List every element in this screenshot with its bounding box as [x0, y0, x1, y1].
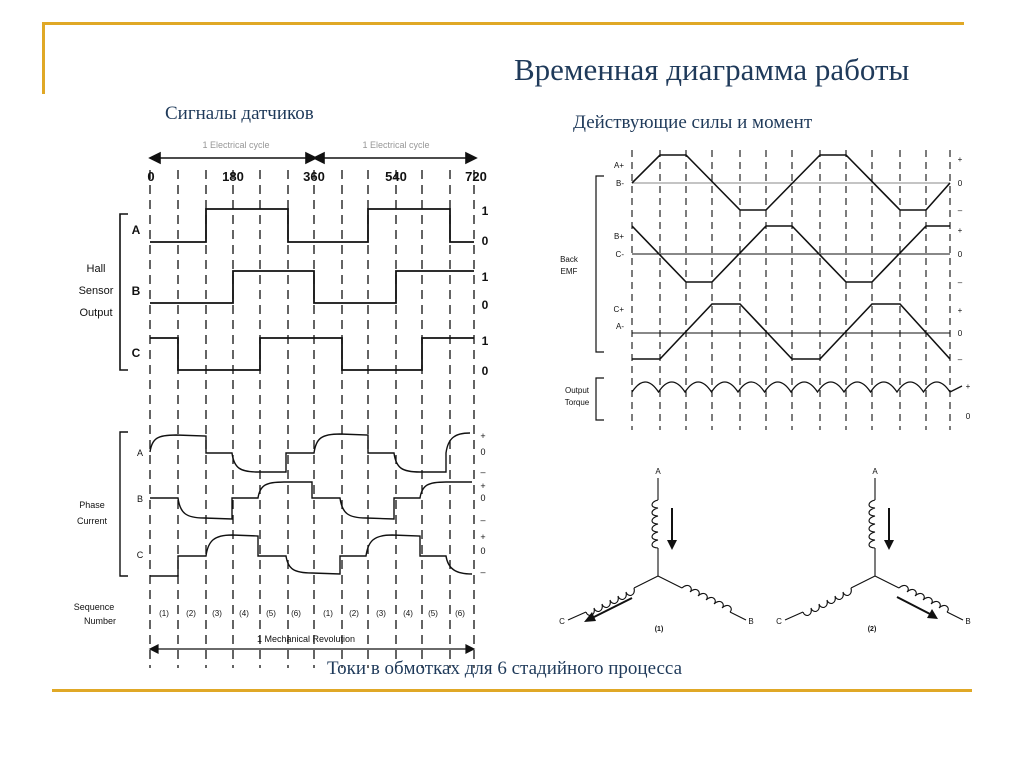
winding-diagram-1: [559, 467, 754, 633]
hall-row-b-high: 1: [481, 270, 489, 284]
torque-zero: 0: [965, 412, 971, 421]
phase-group-label-1: Phase: [79, 500, 105, 510]
emf-b-plus: +: [957, 226, 963, 235]
winding-2-coil-b: [899, 585, 948, 612]
emf-c-minus-label: C-: [615, 250, 624, 259]
winding-2-lead-b: [947, 612, 963, 620]
sequence-number-9: (3): [376, 609, 386, 618]
phase-current-panel: [74, 431, 486, 653]
phase-c-zero: 0: [480, 546, 486, 556]
winding-1-arm-c: [634, 576, 658, 588]
emf-a-plus: +: [957, 155, 963, 164]
emf-c-minus: –: [957, 355, 963, 364]
phase-a-minus: –: [480, 467, 486, 477]
emf-a-zero: 0: [957, 179, 963, 188]
hall-group-label-2: Sensor: [78, 285, 114, 297]
emf-a-minus-label: A-: [616, 322, 624, 331]
phase-bracket: [120, 432, 128, 576]
winding-1-label-a: A: [655, 467, 661, 476]
left-caption: Сигналы датчиков: [165, 103, 314, 124]
torque-label-1: Output: [564, 386, 590, 395]
right-caption: Действующие силы и момент: [573, 112, 813, 133]
winding-2-lead-c: [785, 612, 803, 620]
phase-c-plus: +: [480, 532, 486, 542]
hall-signal-c: [150, 338, 474, 370]
winding-1-lead-c: [568, 612, 586, 620]
sequence-label-2: Number: [83, 616, 117, 626]
emf-panel: [560, 150, 971, 430]
hall-row-a-high: 1: [481, 204, 489, 218]
winding-1-coil-c: [586, 588, 634, 615]
winding-1-coil-a: [652, 500, 658, 548]
revolution-arrowhead-right: [466, 645, 474, 653]
hall-row-b-label: B: [131, 284, 141, 298]
slide-title: Временная диаграмма работы: [514, 52, 910, 87]
winding-2-label-b: B: [965, 617, 971, 626]
winding-2-current-arrowhead-a: [884, 540, 894, 550]
phase-row-c-label: C: [136, 550, 144, 560]
cycle-label-2: 1 Electrical cycle: [362, 140, 430, 150]
winding-2-caption: (2): [867, 626, 877, 633]
phase-a-zero: 0: [480, 447, 486, 457]
angle-tick-720: 720: [465, 169, 487, 184]
emf-trace-c: [632, 304, 950, 359]
phase-row-b-label: B: [136, 494, 144, 504]
sequence-number-8: (2): [349, 609, 359, 618]
emf-c-zero: 0: [957, 329, 963, 338]
sequence-number-4: (4): [239, 609, 249, 618]
emf-c-plus-label: C+: [613, 305, 624, 314]
emf-group-label-2: EMF: [560, 267, 578, 276]
sequence-number-10: (4): [403, 609, 413, 618]
cycle-arrowhead-1a: [150, 153, 160, 163]
phase-b-plus: +: [480, 481, 486, 491]
winding-2-label-a: A: [872, 467, 878, 476]
winding-1-label-b: B: [748, 617, 754, 626]
sequence-label-1: Sequence: [73, 602, 115, 612]
winding-2-arm-b: [875, 576, 899, 588]
winding-1-arm-b: [658, 576, 682, 588]
hall-row-a-low: 0: [481, 234, 489, 248]
angle-tick-180: 180: [222, 169, 244, 184]
phase-b-minus: –: [480, 515, 486, 525]
winding-1-label-c: C: [559, 617, 565, 626]
winding-1-current-arrow-c: [592, 598, 632, 618]
hall-signal-a: [150, 209, 474, 242]
hall-row-a-label: A: [131, 223, 141, 237]
phase-a-plus: +: [480, 431, 486, 441]
winding-2-label-c: C: [776, 617, 782, 626]
hall-bracket: [120, 214, 128, 370]
sequence-number-6: (6): [291, 609, 301, 618]
winding-1-lead-b: [730, 612, 746, 620]
emf-group-label-1: Back: [560, 255, 578, 264]
hall-row-c-label: C: [131, 346, 141, 360]
angle-tick-360: 360: [303, 169, 325, 184]
hall-panel: [76, 140, 489, 668]
phase-current-c: [150, 535, 472, 576]
torque-label-2: Torque: [564, 398, 590, 407]
hall-row-b-low: 0: [481, 298, 489, 312]
sequence-number-7: (1): [323, 609, 333, 618]
phase-current-b: [150, 482, 472, 519]
sequence-number-11: (5): [428, 609, 438, 618]
hall-group-label-1: Hall: [86, 263, 106, 275]
angle-tick-540: 540: [385, 169, 407, 184]
hall-signal-b: [150, 271, 474, 303]
sequence-number-5: (5): [266, 609, 276, 618]
winding-2-coil-c: [803, 588, 851, 615]
emf-b-minus-label: B-: [616, 179, 624, 188]
phase-c-minus: –: [480, 567, 486, 577]
cycle-arrowhead-2a: [314, 153, 324, 163]
emf-b-minus: –: [957, 278, 963, 287]
sequence-number-2: (2): [186, 609, 196, 618]
winding-2-current-arrow-b: [897, 597, 930, 614]
winding-1-coil-b: [682, 585, 731, 612]
emf-a-plus-label: A+: [613, 161, 624, 170]
sequence-number-1: (1): [159, 609, 169, 618]
revolution-arrowhead-left: [150, 645, 158, 653]
winding-1-current-arrowhead-a: [667, 540, 677, 550]
phase-group-label-2: Current: [76, 516, 108, 526]
cycle-label-1: 1 Electrical cycle: [202, 140, 270, 150]
phase-b-zero: 0: [480, 493, 486, 503]
winding-diagram-2: [776, 467, 971, 633]
phase-current-a: [150, 433, 470, 472]
hall-row-c-low: 0: [481, 364, 489, 378]
sequence-number-12: (6): [455, 609, 465, 618]
emf-c-plus: +: [957, 306, 963, 315]
emf-bracket: [596, 176, 604, 352]
bottom-caption: Токи в обмотках для 6 стадийного процесса: [327, 658, 683, 679]
sequence-number-3: (3): [212, 609, 222, 618]
winding-2-arm-c: [851, 576, 875, 588]
hall-group-label-3: Output: [79, 307, 113, 319]
hall-row-c-high: 1: [481, 334, 489, 348]
torque-ripple: [632, 382, 962, 392]
winding-2-coil-a: [869, 500, 875, 548]
torque-bracket: [596, 378, 604, 420]
torque-plus: +: [965, 382, 971, 391]
emf-a-minus: –: [957, 206, 963, 215]
phase-row-a-label: A: [136, 448, 144, 458]
emf-b-zero: 0: [957, 250, 963, 259]
angle-tick-0: 0: [147, 169, 155, 184]
cycle-arrowhead-2b: [466, 153, 476, 163]
winding-1-caption: (1): [654, 626, 664, 633]
emf-b-plus-label: B+: [613, 232, 624, 241]
revolution-label: 1 Mechanical Revolution: [256, 634, 356, 644]
